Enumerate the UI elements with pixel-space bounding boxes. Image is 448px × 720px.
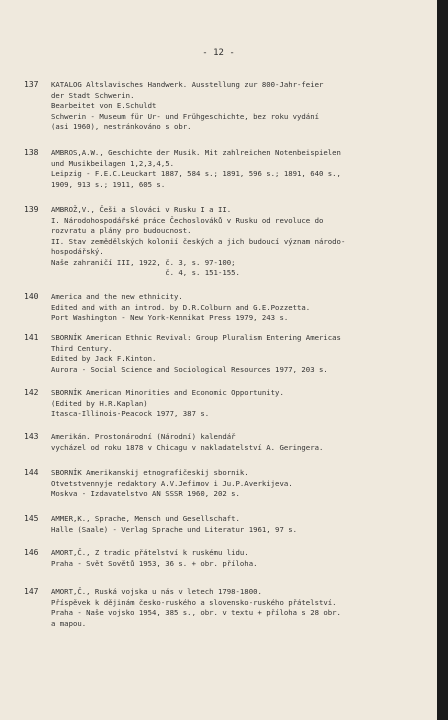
entry-number: 141	[24, 333, 39, 342]
entry-line: č. 4, s. 151-155.	[51, 268, 240, 277]
entry-number: 142	[24, 388, 39, 397]
entry-line: Praha - Svět Sovětů 1953, 36 s. + obr. příloha.	[51, 558, 258, 568]
entry-text	[51, 148, 421, 190]
entry-line: SBORNÍK American Minorities and Economic Opportunity.	[51, 388, 284, 397]
entry-line: AMORT,Č., Ruská vojska u nás v letech 1798-1800.	[51, 587, 262, 596]
entry-number: 146	[24, 548, 39, 557]
entry-line: (Edited by H.R.Kaplan)	[51, 398, 148, 408]
entry-line: und Musikbeilagen 1,2,3,4,5.	[51, 158, 175, 168]
entry-number: 139	[24, 205, 39, 214]
entry-line: der Stadt Schwerin.	[51, 90, 135, 100]
entry-line: Bearbeitet von E.Schuldt	[51, 101, 157, 110]
entry-text	[51, 587, 421, 629]
entry-text	[51, 292, 421, 324]
entry-text	[51, 432, 421, 453]
entry-line: Naše zahraničí III, 1922, č. 3, s. 97-100;	[51, 257, 236, 267]
entry-line: Edited by Jack F.Kinton.	[51, 354, 157, 363]
entry-line: AMBROS,A.W., Geschichte der Musik. Mit zahlreichen Notenbeispielen	[51, 148, 341, 157]
entry-line: Otvetstvennyje redaktory A.V.Jefimov i Ju.P.Averkijeva.	[51, 478, 293, 488]
entry-line: Third Century.	[51, 343, 113, 353]
entry-line: Amerikán. Prostonárodní (Národní) kalendář	[51, 432, 236, 441]
entry-number: 143	[24, 432, 39, 441]
entry-number: 138	[24, 148, 39, 157]
entry-line: Aurora - Social Science and Sociological Resources 1977, 203 s.	[51, 364, 328, 374]
entry-line: Příspěvek k dějinám česko-ruského a slovensko-ruského přátelství.	[51, 597, 337, 607]
entry-line: rozvratu a plány pro budoucnost.	[51, 226, 192, 235]
entry-number: 145	[24, 514, 39, 523]
entry-line: vycházel od roku 1878 v Chicagu v nakladatelství A. Geringera.	[51, 442, 324, 452]
entry-line: I. Národohospodářské práce Čechoslováků v Rusku od revoluce do	[51, 215, 324, 225]
entry-line: II. Stav zemědělských kolonií českých a jich budoucí význam národo-	[51, 236, 346, 246]
entry-number: 140	[24, 292, 39, 301]
entry-text	[51, 468, 421, 500]
entry-text	[51, 388, 421, 420]
entry-line: Port Washington - New York-Kennikat Press 1979, 243 s.	[51, 313, 289, 322]
entry-line: Schwerin - Museum für Ur- und Frühgeschichte, bez roku vydání	[51, 111, 319, 121]
entry-text	[51, 548, 421, 569]
entry-line: AMORT,Č., Z tradic přátelství k ruskému lidu.	[51, 548, 249, 557]
entry-line: Itasca-Illinois-Peacock 1977, 387 s.	[51, 409, 210, 418]
entry-text	[51, 333, 421, 375]
entry-number: 147	[24, 587, 39, 596]
entry-text	[51, 205, 421, 279]
entry-line: Leipzig - F.E.C.Leuckart 1887, 584 s.; 1891, 596 s.; 1891, 640 s.,	[51, 169, 341, 178]
entry-line: Edited and with an introd. by D.R.Colburn and G.E.Pozzetta.	[51, 302, 311, 312]
entry-line: a mapou.	[51, 618, 87, 628]
entry-number: 144	[24, 468, 39, 477]
page-number: - 12 -	[202, 48, 235, 58]
entry-text	[51, 514, 421, 535]
entry-number: 137	[24, 80, 39, 89]
entry-line: AMBROŽ,V., Češi a Slováci v Rusku I a II.	[51, 205, 232, 214]
entry-line: SBORNÍK American Ethnic Revival: Group Pluralism Entering Americas	[51, 333, 341, 342]
entry-line: hospodářský.	[51, 247, 104, 256]
entry-line: 1909, 913 s.; 1911, 605 s.	[51, 179, 166, 189]
entry-line: Praha - Naše vojsko 1954, 385 s., obr. v textu + příloha s 28 obr.	[51, 608, 341, 617]
entry-line: America and the new ethnicity.	[51, 292, 183, 301]
entry-line: KATALOG Altslavisches Handwerk. Ausstellung zur 800-Jahr-feier	[51, 80, 324, 89]
entry-line: Moskva - Izdavatelstvo AN SSSR 1960, 202 s.	[51, 489, 240, 498]
entry-line: (asi 1960), nestránkováno s obr.	[51, 122, 192, 131]
entry-line: Halle (Saale) - Verlag Sprache und Literatur 1961, 97 s.	[51, 524, 298, 534]
entry-text	[51, 80, 421, 133]
entry-line: AMMER,K., Sprache, Mensch und Gesellschaft.	[51, 514, 240, 523]
entry-line: SBORNÍK Amerikanskij etnografičeskij sbornik.	[51, 468, 249, 477]
